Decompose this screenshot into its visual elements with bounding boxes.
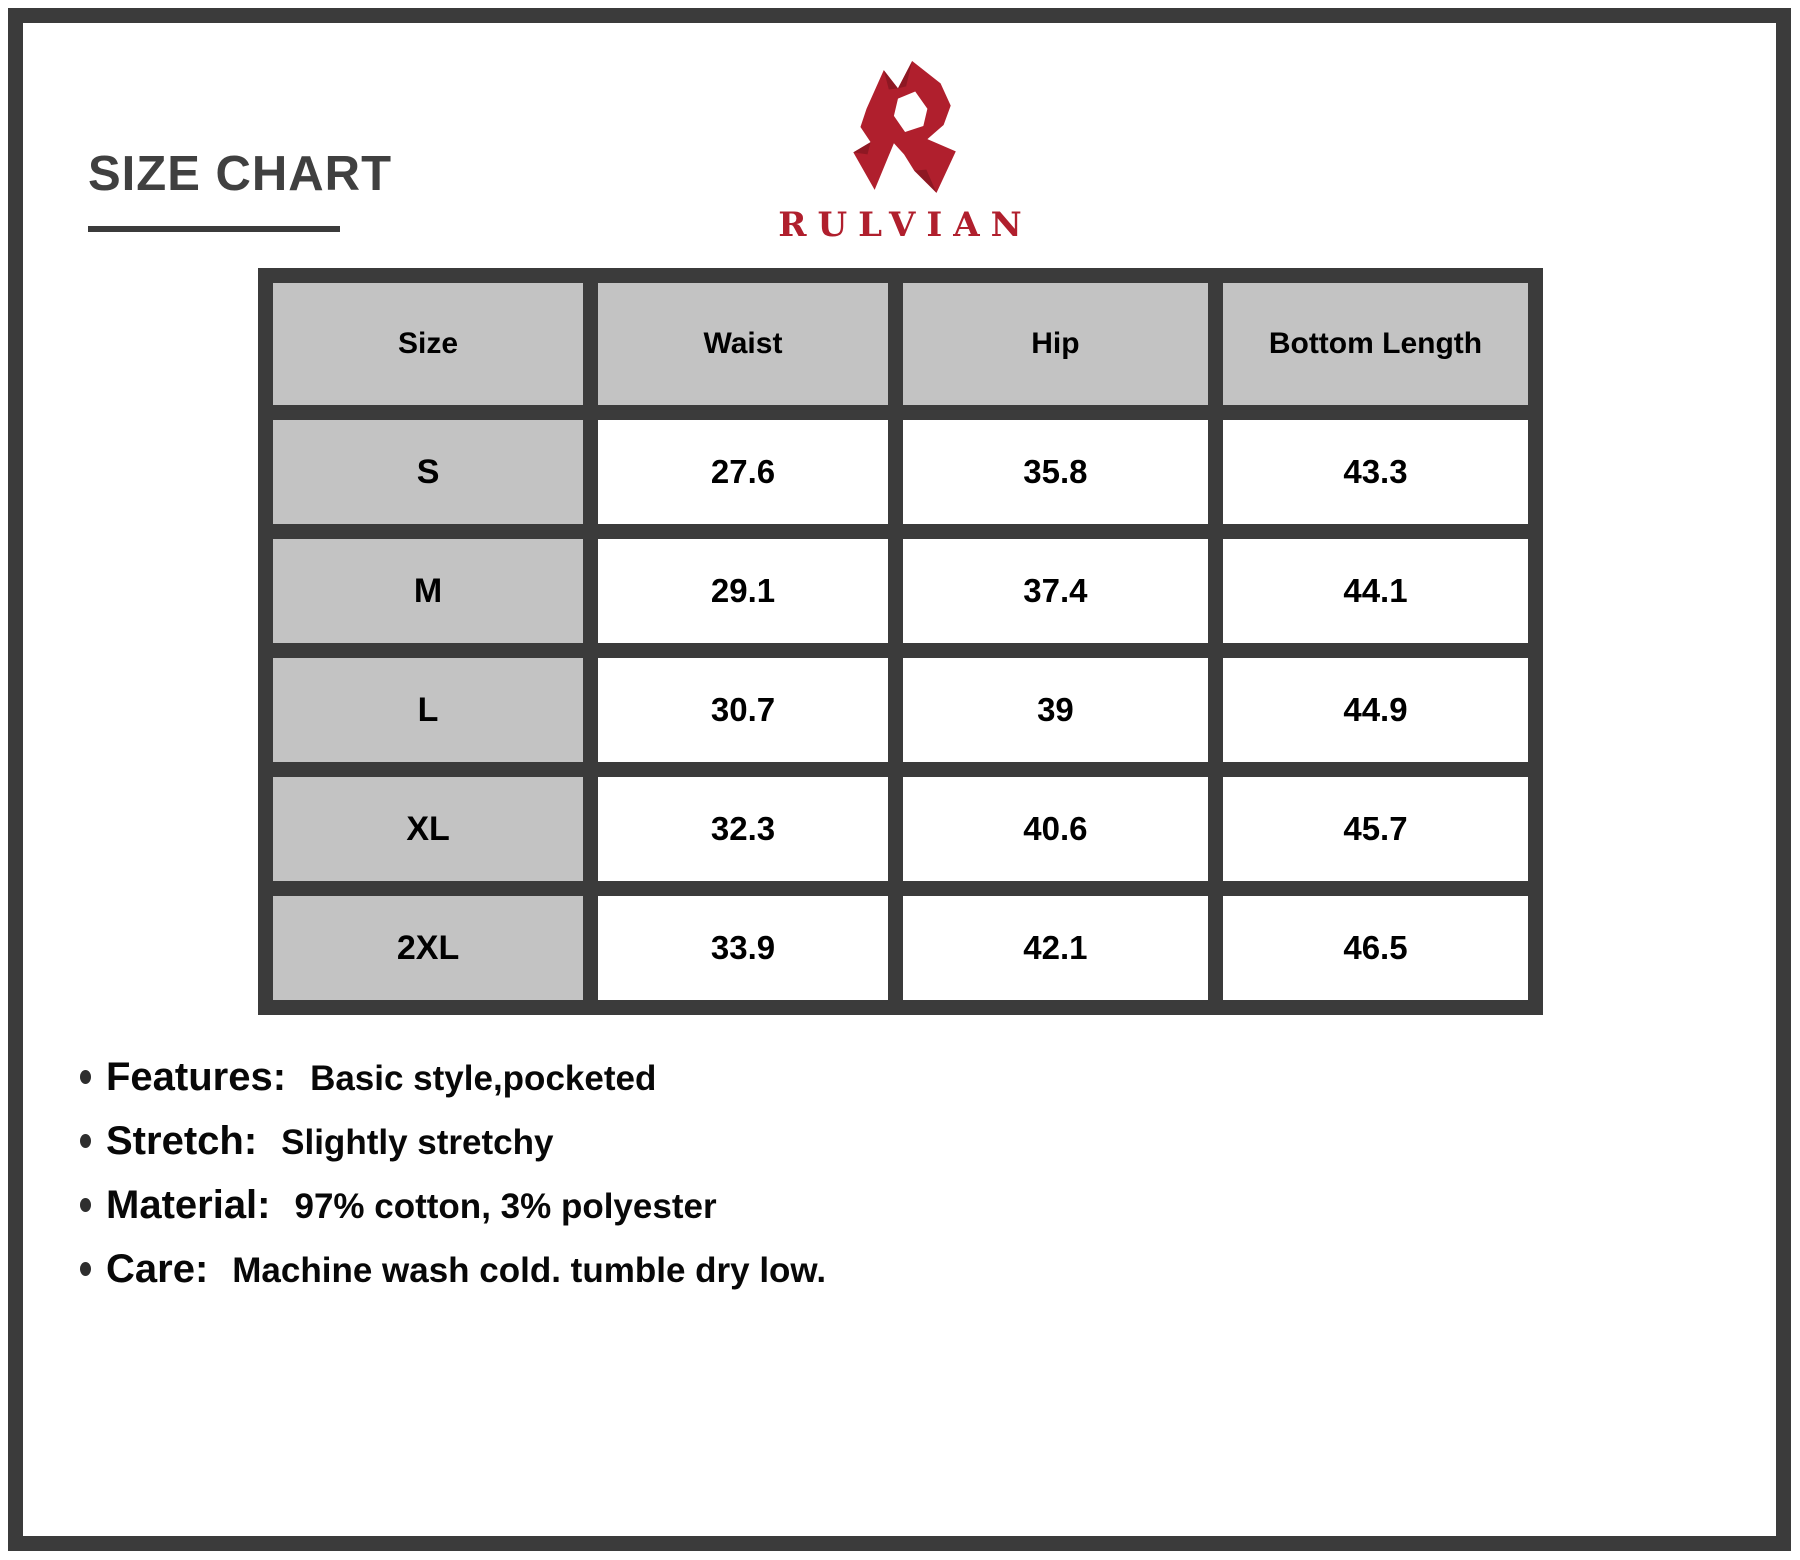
table-row — [266, 651, 1536, 770]
size-cell: 2XL — [266, 889, 591, 1008]
detail-value: Machine wash cold. tumble dry low. — [232, 1251, 827, 1290]
hip-cell: 35.8 — [895, 413, 1215, 532]
bullet-dot-icon — [80, 1198, 91, 1212]
brand-wordmark: RULVIAN — [778, 205, 1033, 245]
detail-item-features — [80, 1056, 826, 1098]
detail-item-stretch — [80, 1120, 826, 1162]
product-details-list — [80, 1056, 826, 1312]
detail-item-material — [80, 1184, 826, 1226]
size-cell: M — [266, 532, 591, 651]
column-header-waist: Waist — [591, 276, 896, 413]
waist-cell: 30.7 — [591, 651, 896, 770]
column-header-size: Size — [266, 276, 591, 413]
bullet-dot-icon — [80, 1262, 91, 1276]
detail-label: Stretch: — [106, 1119, 258, 1163]
detail-value: 97% cotton, 3% polyester — [294, 1187, 717, 1226]
brand-logo — [0, 58, 1800, 245]
table-header-row — [266, 276, 1536, 413]
table-row — [266, 889, 1536, 1008]
detail-value: Basic style,pocketed — [310, 1059, 657, 1098]
table-row — [266, 770, 1536, 889]
size-cell: XL — [266, 770, 591, 889]
detail-label: Features: — [106, 1055, 287, 1099]
bullet-dot-icon — [80, 1134, 91, 1148]
hip-cell: 40.6 — [895, 770, 1215, 889]
hip-cell: 37.4 — [895, 532, 1215, 651]
bottom-length-cell: 46.5 — [1215, 889, 1535, 1008]
waist-cell: 32.3 — [591, 770, 896, 889]
hip-cell: 39 — [895, 651, 1215, 770]
column-header-hip: Hip — [895, 276, 1215, 413]
page-title: SIZE CHART — [88, 147, 392, 201]
waist-cell: 29.1 — [591, 532, 896, 651]
bottom-length-cell: 44.9 — [1215, 651, 1535, 770]
bottom-length-cell: 45.7 — [1215, 770, 1535, 889]
table-row — [266, 413, 1536, 532]
bullet-dot-icon — [80, 1070, 91, 1084]
detail-label: Material: — [106, 1183, 271, 1227]
hip-cell: 42.1 — [895, 889, 1215, 1008]
waist-cell: 27.6 — [591, 413, 896, 532]
column-header-bottom-length: Bottom Length — [1215, 276, 1535, 413]
detail-value: Slightly stretchy — [281, 1123, 554, 1162]
bottom-length-cell: 44.1 — [1215, 532, 1535, 651]
waist-cell: 33.9 — [591, 889, 896, 1008]
size-table — [258, 268, 1543, 1015]
detail-label: Care: — [106, 1247, 209, 1291]
bottom-length-cell: 43.3 — [1215, 413, 1535, 532]
size-cell: S — [266, 413, 591, 532]
brand-r-logo-icon — [838, 58, 962, 200]
detail-item-care — [80, 1248, 826, 1290]
table-row — [266, 532, 1536, 651]
size-cell: L — [266, 651, 591, 770]
